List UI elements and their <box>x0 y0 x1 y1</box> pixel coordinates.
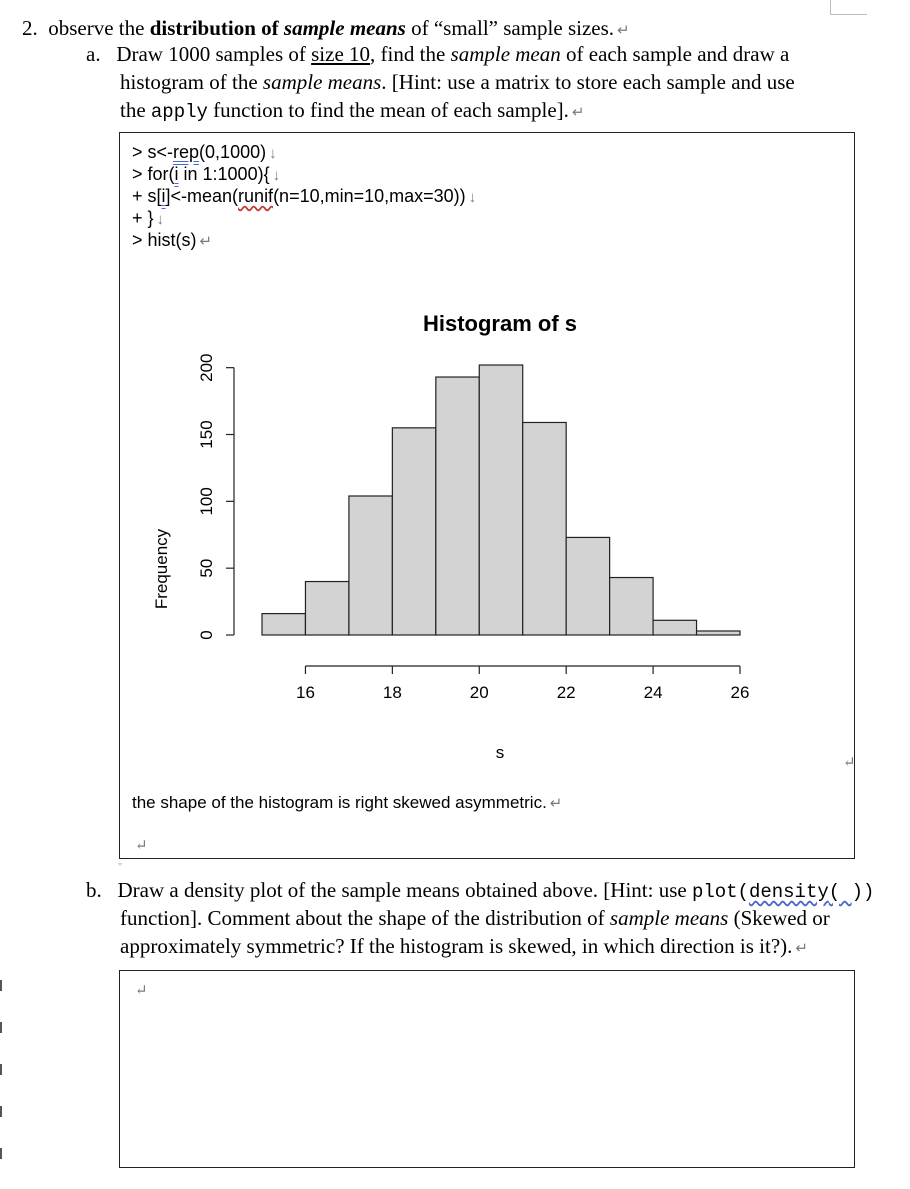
part-a-text: function to find the mean of each sample]. <box>207 98 569 122</box>
linebreak-mark: ↓ <box>468 189 477 206</box>
part-a-text: . [Hint: use a matrix to store each sample and use <box>381 70 795 94</box>
y-tick-label: 0 <box>197 630 216 640</box>
return-mark: ↵ <box>795 941 808 957</box>
x-axis-label: s <box>495 743 505 762</box>
code-text: ]<-mean( <box>165 186 239 206</box>
margin-tick <box>0 1148 2 1159</box>
x-tick-label: 26 <box>730 683 750 702</box>
margin-tick <box>0 980 2 991</box>
return-mark: ↵ <box>571 105 585 121</box>
part-b-text: (Skewed or <box>728 906 830 930</box>
y-tick-label: 150 <box>197 420 216 449</box>
return-mark: ↵ <box>135 983 148 999</box>
part-b-italic: sample means <box>609 906 729 930</box>
part-a-text: the <box>120 98 151 122</box>
part-b-code-underlined: ( <box>828 881 852 903</box>
question-bold-italic-text: sample means <box>283 16 406 40</box>
code-text: in 1:1000){ <box>178 164 270 184</box>
part-a-text: Draw 1000 samples of <box>116 42 312 66</box>
bars-group <box>262 365 740 635</box>
paragraph-dot: " <box>118 862 123 873</box>
code-text: + } <box>132 208 154 228</box>
part-a-underlined: size 10 <box>311 42 371 66</box>
y-axis <box>197 353 234 639</box>
part-a-text: of each sample and draw a <box>560 42 790 66</box>
x-tick-label: 16 <box>295 683 315 702</box>
code-text: > for( <box>132 164 175 184</box>
return-mark: ↵ <box>199 233 213 250</box>
histogram-bar <box>305 582 348 635</box>
code-text: > s<- <box>132 142 174 162</box>
part-a-letter: a. <box>86 42 101 66</box>
part-b-text: approximately symmetric? If the histogram is skewed, in which direction is it?). <box>120 934 793 958</box>
question-text-end: of “small” sample sizes. <box>405 16 615 40</box>
code-text: (0,1000) <box>199 142 267 162</box>
histogram-bar <box>436 377 479 635</box>
part-a-italic: sample means <box>262 70 382 94</box>
margin-tick <box>0 1022 2 1033</box>
histogram-bar <box>523 422 566 635</box>
x-axis <box>296 666 749 702</box>
code-line <box>132 185 476 209</box>
histogram-bar <box>610 578 653 635</box>
x-tick-label: 24 <box>643 683 663 702</box>
return-mark: ↵ <box>549 795 563 812</box>
margin-tick <box>0 1106 2 1117</box>
question-number: 2. <box>22 16 38 40</box>
answer-a-comment-text: the shape of the histogram is right skewed asymmetric. <box>132 793 547 812</box>
return-mark: ↵ <box>617 23 630 39</box>
histogram-bar <box>653 620 696 635</box>
code-text-underlined: rep <box>173 142 200 162</box>
page-corner-marker <box>830 0 867 15</box>
histogram-bar <box>392 428 435 635</box>
part-a-text: , find the <box>370 42 451 66</box>
x-tick-label: 22 <box>556 683 576 702</box>
part-b-text: Draw a density plot of the sample means obtained above. [Hint: use <box>117 878 692 902</box>
question-text: observe the <box>48 16 150 40</box>
histogram-chart <box>130 283 840 763</box>
part-b-code-underlined: density <box>748 881 829 903</box>
part-a-code: apply <box>150 101 208 123</box>
histogram-bar <box>349 496 392 635</box>
linebreak-mark: ↓ <box>272 167 281 184</box>
code-line <box>132 163 280 187</box>
y-axis-label: Frequency <box>152 528 171 610</box>
code-text-underlined: i <box>174 164 179 184</box>
chart-title: Histogram of s <box>422 311 578 336</box>
answer-a-comment <box>132 793 562 813</box>
part-a-line-3 <box>120 96 584 127</box>
part-b-code: )) <box>851 881 875 903</box>
part-b-line-3 <box>120 932 808 963</box>
x-tick-label: 18 <box>382 683 402 702</box>
code-line <box>132 229 212 253</box>
code-text-spellcheck: runif <box>238 186 274 206</box>
part-a-text: histogram of the <box>120 70 263 94</box>
return-mark: ↵ <box>843 755 856 771</box>
part-b-line-2 <box>120 904 830 932</box>
code-text: + s[ <box>132 186 162 206</box>
y-tick-label: 200 <box>197 353 216 382</box>
answer-box-a[interactable] <box>119 132 855 859</box>
answer-box-b[interactable] <box>119 970 855 1168</box>
y-tick-label: 100 <box>197 487 216 516</box>
part-a-italic: sample mean <box>450 42 561 66</box>
linebreak-mark: ↓ <box>156 211 165 228</box>
part-b-letter: b. <box>86 878 102 902</box>
part-a-line-1 <box>86 40 789 68</box>
x-tick-label: 20 <box>469 683 489 702</box>
code-text-underlined: i <box>161 186 166 206</box>
question-bold-text: distribution of <box>149 16 284 40</box>
code-line <box>132 207 164 231</box>
y-tick-label: 50 <box>197 558 216 578</box>
code-line <box>132 141 277 165</box>
return-mark: ↵ <box>135 838 148 854</box>
part-b-code: ( <box>737 881 749 903</box>
part-a-line-2 <box>120 68 795 96</box>
code-text: > hist(s) <box>132 230 197 250</box>
histogram-bar <box>479 365 522 635</box>
part-b-line-1 <box>86 876 874 906</box>
margin-tick <box>0 1064 2 1075</box>
part-b-text: function]. Comment about the shape of the distribution of <box>120 906 610 930</box>
linebreak-mark: ↓ <box>269 145 277 162</box>
histogram-bar <box>697 631 740 635</box>
code-text: (n=10,min=10,max=30)) <box>273 186 466 206</box>
part-b-code: plot <box>691 881 738 903</box>
histogram-bar <box>566 537 609 635</box>
histogram-bar <box>262 614 305 635</box>
